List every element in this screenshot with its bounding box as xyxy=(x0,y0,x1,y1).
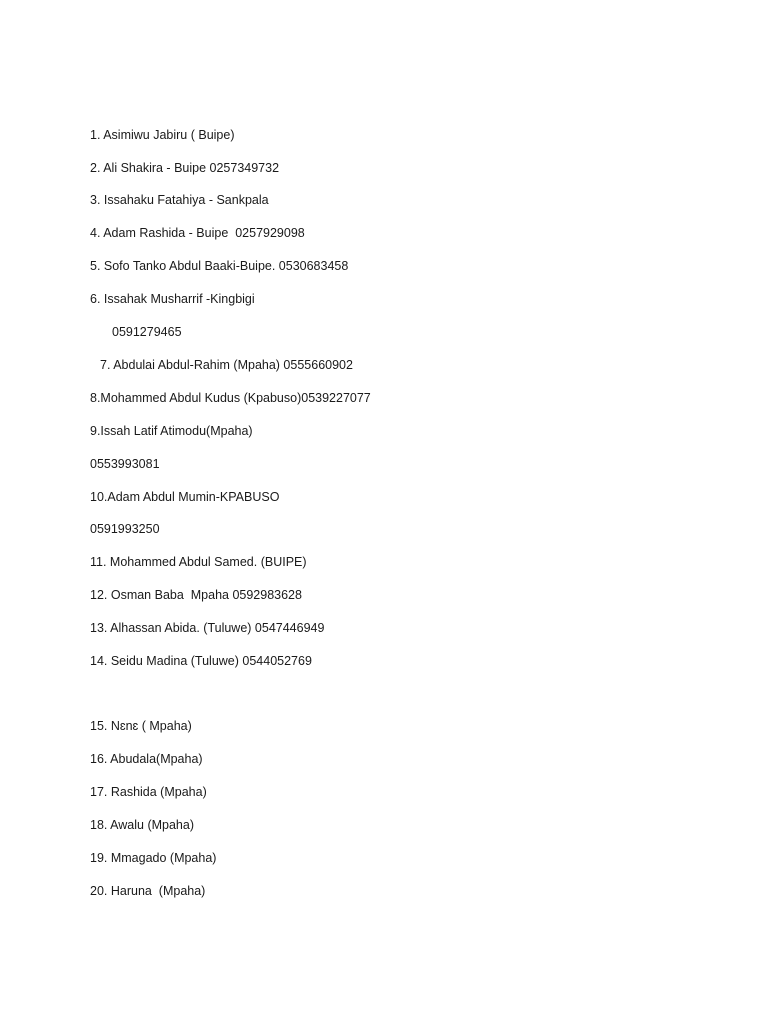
list-item: 13. Alhassan Abida. (Tuluwe) 0547446949 xyxy=(90,621,325,635)
list-item: 2. Ali Shakira - Buipe 0257349732 xyxy=(90,161,280,175)
list-item: 20. Haruna (Mpaha) xyxy=(90,884,206,898)
list-item: 19. Mmagado (Mpaha) xyxy=(90,851,217,865)
list-item-phone: 0591993250 xyxy=(90,522,160,536)
list-item-phone: 0553993081 xyxy=(90,457,160,471)
list-item-phone: 0591279465 xyxy=(112,325,182,339)
list-item: 8.Mohammed Abdul Kudus (Kpabuso)0539227077 xyxy=(90,391,371,405)
list-item: 16. Abudala(Mpaha) xyxy=(90,752,203,766)
list-item: 6. Issahak Musharrif -Kingbigi xyxy=(90,292,255,306)
list-item: 3. Issahaku Fatahiya - Sankpala xyxy=(90,193,269,207)
list-item: 7. Abdulai Abdul-Rahim (Mpaha) 0555660902 xyxy=(100,358,353,372)
list-item: 18. Awalu (Mpaha) xyxy=(90,818,194,832)
list-item: 15. Nɛnɛ ( Mpaha) xyxy=(90,719,192,733)
list-item: 9.Issah Latif Atimodu(Mpaha) xyxy=(90,424,253,438)
list-item: 4. Adam Rashida - Buipe 0257929098 xyxy=(90,226,305,240)
list-item: 11. Mohammed Abdul Samed. (BUIPE) xyxy=(90,555,307,569)
list-item: 14. Seidu Madina (Tuluwe) 0544052769 xyxy=(90,654,312,668)
list-item: 17. Rashida (Mpaha) xyxy=(90,785,207,799)
list-item: 1. Asimiwu Jabiru ( Buipe) xyxy=(90,128,235,142)
list-item: 12. Osman Baba Mpaha 0592983628 xyxy=(90,588,302,602)
list-item: 10.Adam Abdul Mumin-KPABUSO xyxy=(90,490,280,504)
list-item: 5. Sofo Tanko Abdul Baaki-Buipe. 0530683458 xyxy=(90,259,349,273)
